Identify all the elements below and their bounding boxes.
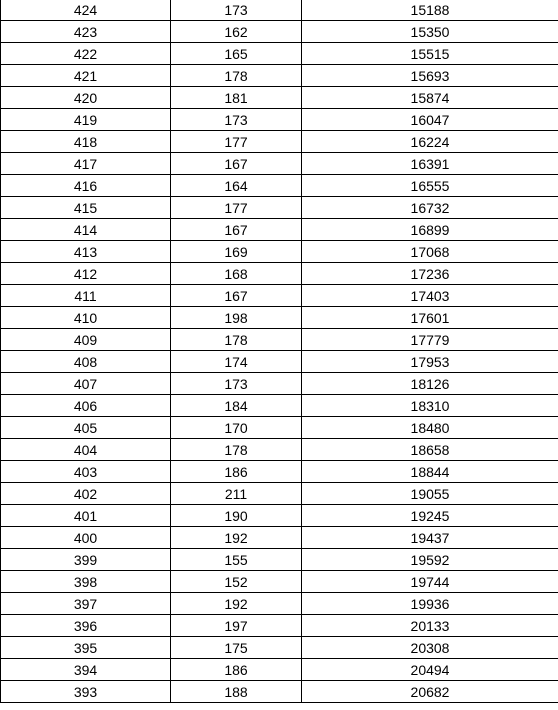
table-row (1, 395, 558, 417)
cumulative-cell: 17953 (302, 351, 558, 373)
cumulative-cell: 17403 (302, 285, 558, 307)
score-cell: 398 (1, 571, 171, 593)
score-cell: 404 (1, 439, 171, 461)
table-row (1, 219, 558, 241)
score-cell: 411 (1, 285, 171, 307)
table-body (1, 0, 558, 703)
table-row (1, 0, 558, 21)
count-cell: 184 (171, 395, 302, 417)
table-row (1, 263, 558, 285)
count-cell: 169 (171, 241, 302, 263)
score-cell: 417 (1, 153, 171, 175)
score-cell: 394 (1, 659, 171, 681)
cumulative-cell: 18844 (302, 461, 558, 483)
count-cell: 192 (171, 527, 302, 549)
table-row (1, 483, 558, 505)
count-cell: 173 (171, 0, 302, 21)
table-row (1, 461, 558, 483)
score-cell: 408 (1, 351, 171, 373)
count-cell: 167 (171, 153, 302, 175)
cumulative-cell: 16391 (302, 153, 558, 175)
cumulative-cell: 18480 (302, 417, 558, 439)
cumulative-cell: 15874 (302, 87, 558, 109)
cumulative-cell: 20494 (302, 659, 558, 681)
cumulative-cell: 17236 (302, 263, 558, 285)
cumulative-cell: 16899 (302, 219, 558, 241)
score-cell: 421 (1, 65, 171, 87)
table-row (1, 351, 558, 373)
count-cell: 174 (171, 351, 302, 373)
count-cell: 178 (171, 439, 302, 461)
cumulative-cell: 17779 (302, 329, 558, 351)
count-cell: 177 (171, 197, 302, 219)
score-cell: 409 (1, 329, 171, 351)
table-row (1, 197, 558, 219)
cumulative-cell: 19245 (302, 505, 558, 527)
table-row (1, 87, 558, 109)
count-cell: 164 (171, 175, 302, 197)
score-cell: 424 (1, 0, 171, 21)
count-cell: 155 (171, 549, 302, 571)
cumulative-cell: 19936 (302, 593, 558, 615)
score-cell: 410 (1, 307, 171, 329)
table-row (1, 153, 558, 175)
table-row (1, 109, 558, 131)
cumulative-cell: 20308 (302, 637, 558, 659)
score-cell: 397 (1, 593, 171, 615)
score-cell: 414 (1, 219, 171, 241)
score-cell: 420 (1, 87, 171, 109)
table-row (1, 505, 558, 527)
score-cell: 400 (1, 527, 171, 549)
count-cell: 170 (171, 417, 302, 439)
count-cell: 165 (171, 43, 302, 65)
count-cell: 186 (171, 461, 302, 483)
cumulative-cell: 18658 (302, 439, 558, 461)
count-cell: 188 (171, 681, 302, 703)
score-cell: 396 (1, 615, 171, 637)
table-row (1, 527, 558, 549)
table-row (1, 175, 558, 197)
cumulative-cell: 16555 (302, 175, 558, 197)
cumulative-cell: 15693 (302, 65, 558, 87)
score-cell: 405 (1, 417, 171, 439)
score-cell: 412 (1, 263, 171, 285)
table-row (1, 571, 558, 593)
cumulative-cell: 20133 (302, 615, 558, 637)
cumulative-cell: 16224 (302, 131, 558, 153)
count-cell: 178 (171, 65, 302, 87)
table-row (1, 549, 558, 571)
table-row (1, 373, 558, 395)
table-row (1, 241, 558, 263)
table-row (1, 417, 558, 439)
count-cell: 175 (171, 637, 302, 659)
count-cell: 178 (171, 329, 302, 351)
table-row (1, 439, 558, 461)
count-cell: 211 (171, 483, 302, 505)
cumulative-cell: 18126 (302, 373, 558, 395)
count-cell: 173 (171, 373, 302, 395)
table-row (1, 65, 558, 87)
score-cell: 403 (1, 461, 171, 483)
score-cell: 406 (1, 395, 171, 417)
score-cell: 415 (1, 197, 171, 219)
count-cell: 186 (171, 659, 302, 681)
score-cell: 419 (1, 109, 171, 131)
cumulative-cell: 16732 (302, 197, 558, 219)
table-row (1, 21, 558, 43)
cumulative-cell: 20682 (302, 681, 558, 703)
count-cell: 168 (171, 263, 302, 285)
score-cell: 407 (1, 373, 171, 395)
count-cell: 192 (171, 593, 302, 615)
cumulative-cell: 16047 (302, 109, 558, 131)
table-row (1, 131, 558, 153)
table-row (1, 285, 558, 307)
count-cell: 190 (171, 505, 302, 527)
count-cell: 181 (171, 87, 302, 109)
cumulative-cell: 19055 (302, 483, 558, 505)
score-cell: 418 (1, 131, 171, 153)
table-row (1, 593, 558, 615)
count-cell: 198 (171, 307, 302, 329)
cumulative-cell: 15188 (302, 0, 558, 21)
count-cell: 197 (171, 615, 302, 637)
cumulative-cell: 18310 (302, 395, 558, 417)
table-row (1, 659, 558, 681)
table-row (1, 43, 558, 65)
cumulative-cell: 17601 (302, 307, 558, 329)
score-cell: 413 (1, 241, 171, 263)
score-cell: 416 (1, 175, 171, 197)
table-row (1, 615, 558, 637)
score-cell: 423 (1, 21, 171, 43)
score-cell: 395 (1, 637, 171, 659)
cumulative-cell: 19744 (302, 571, 558, 593)
cumulative-cell: 15515 (302, 43, 558, 65)
table-row (1, 637, 558, 659)
count-cell: 173 (171, 109, 302, 131)
cumulative-cell: 17068 (302, 241, 558, 263)
score-cell: 399 (1, 549, 171, 571)
score-cell: 393 (1, 681, 171, 703)
count-cell: 152 (171, 571, 302, 593)
count-cell: 167 (171, 285, 302, 307)
cumulative-cell: 19592 (302, 549, 558, 571)
cumulative-cell: 19437 (302, 527, 558, 549)
table-row (1, 329, 558, 351)
score-cell: 402 (1, 483, 171, 505)
score-cell: 401 (1, 505, 171, 527)
cumulative-cell: 15350 (302, 21, 558, 43)
count-cell: 162 (171, 21, 302, 43)
table-row (1, 307, 558, 329)
count-cell: 177 (171, 131, 302, 153)
score-cell: 422 (1, 43, 171, 65)
table-row (1, 681, 558, 703)
count-cell: 167 (171, 219, 302, 241)
